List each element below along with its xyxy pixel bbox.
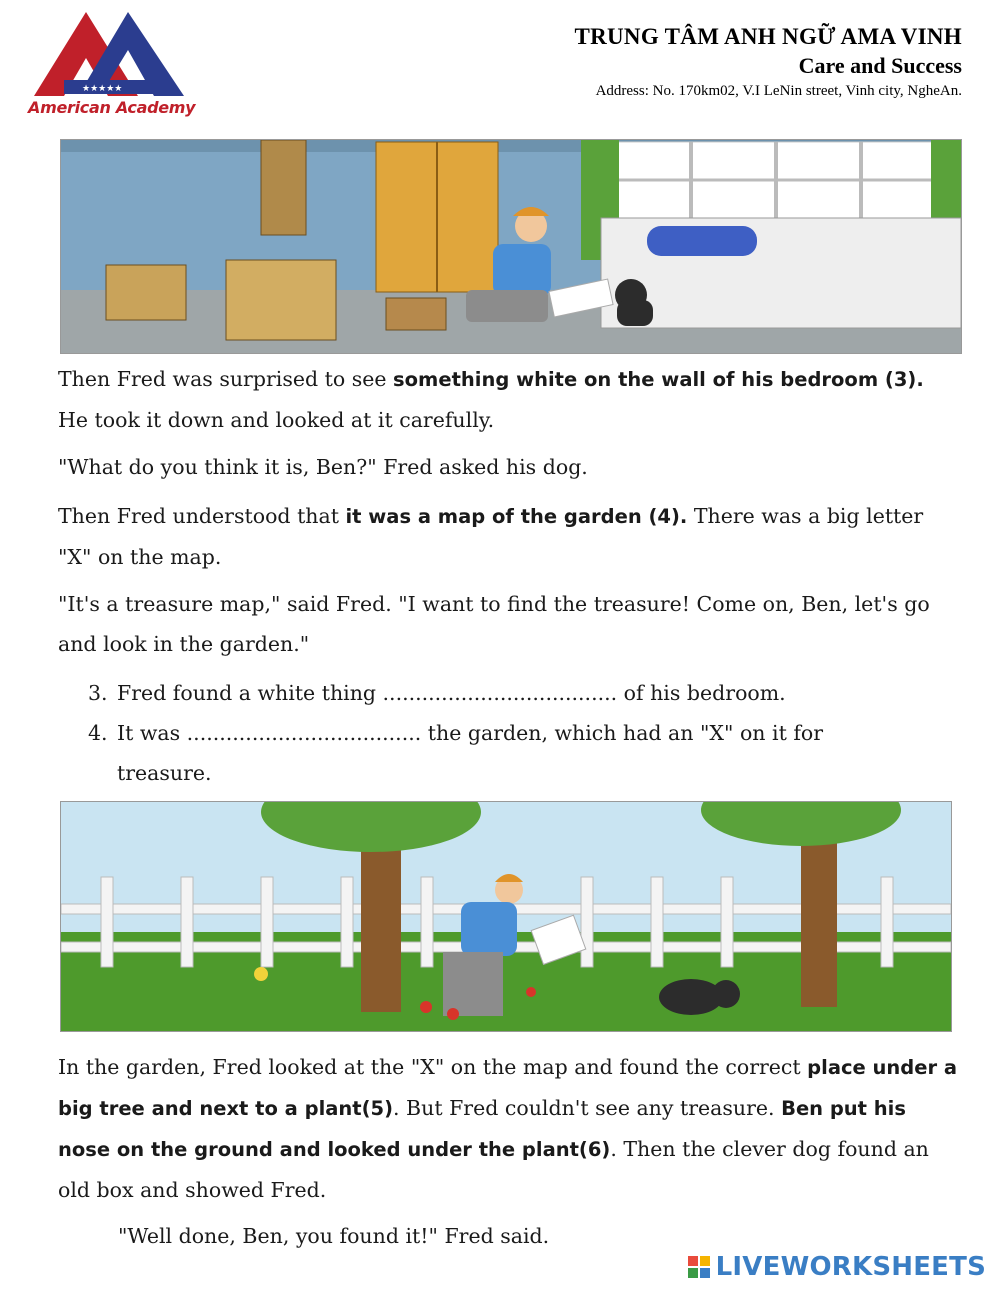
slogan: Care and Success bbox=[798, 53, 962, 78]
question-text: Fred found a white thing .................................... of his bedroom. bbox=[117, 681, 786, 705]
p3-bold: it was a map of the garden (4). bbox=[345, 505, 688, 528]
address: Address: No. 170km02, V.I LeNin street, Vinh city, NgheAn. bbox=[595, 83, 962, 99]
question-text: It was .................................... the garden, which had an "X" on it for treasure. bbox=[117, 721, 824, 785]
p5-text-c: . Then the clever dog found an old box and showed Fred. bbox=[58, 1137, 929, 1202]
question-number: 4. bbox=[88, 721, 108, 745]
paragraph-3 bbox=[58, 496, 958, 577]
paragraph-1 bbox=[58, 359, 958, 440]
garden-illustration bbox=[60, 801, 952, 1032]
svg-text:★★★★★: ★★★★★ bbox=[82, 84, 123, 94]
paragraph-2: "What do you think it is, Ben?" Fred asked his dog. bbox=[58, 455, 588, 479]
logo-triangle-icon bbox=[24, 8, 199, 103]
logo-text: American Academy bbox=[28, 98, 196, 117]
p3-text-b: There was a big letter "X" on the map. bbox=[58, 504, 924, 569]
p5-bold-2: Ben put his nose on the ground and looked under the plant(6) bbox=[58, 1097, 906, 1161]
school-header bbox=[574, 24, 962, 100]
brand-text: LIVEWORKSHEETS bbox=[715, 1252, 986, 1282]
p1-bold: something white on the wall of his bedroom (3). bbox=[393, 368, 924, 391]
p1-text-b: He took it down and looked at it carefully. bbox=[58, 408, 495, 432]
paragraph-6: "Well done, Ben, you found it!" Fred said. bbox=[118, 1224, 550, 1248]
paragraph-5 bbox=[58, 1047, 958, 1210]
p5-text-b: . But Fred couldn't see any treasure. bbox=[393, 1096, 782, 1120]
center-name: TRUNG TÂM ANH NGỮ AMA VINH bbox=[574, 24, 962, 49]
paragraph-4: "It's a treasure map," said Fred. "I want to find the treasure! Come on, Ben, let's go and look in the garden." bbox=[58, 592, 930, 656]
p1-text-a: Then Fred was surprised to see bbox=[58, 367, 394, 391]
question-3 bbox=[88, 673, 918, 713]
liveworksheets-icon bbox=[688, 1256, 710, 1278]
bedroom-illustration bbox=[60, 139, 962, 354]
p5-text-a: In the garden, Fred looked at the "X" on the map and found the correct bbox=[58, 1055, 808, 1079]
liveworksheets-brand bbox=[688, 1252, 986, 1282]
question-number: 3. bbox=[88, 681, 108, 705]
p5-bold-1: place under a big tree and next to a plant(5) bbox=[58, 1056, 958, 1120]
question-4 bbox=[88, 713, 898, 793]
p3-text-a: Then Fred understood that bbox=[58, 504, 346, 528]
